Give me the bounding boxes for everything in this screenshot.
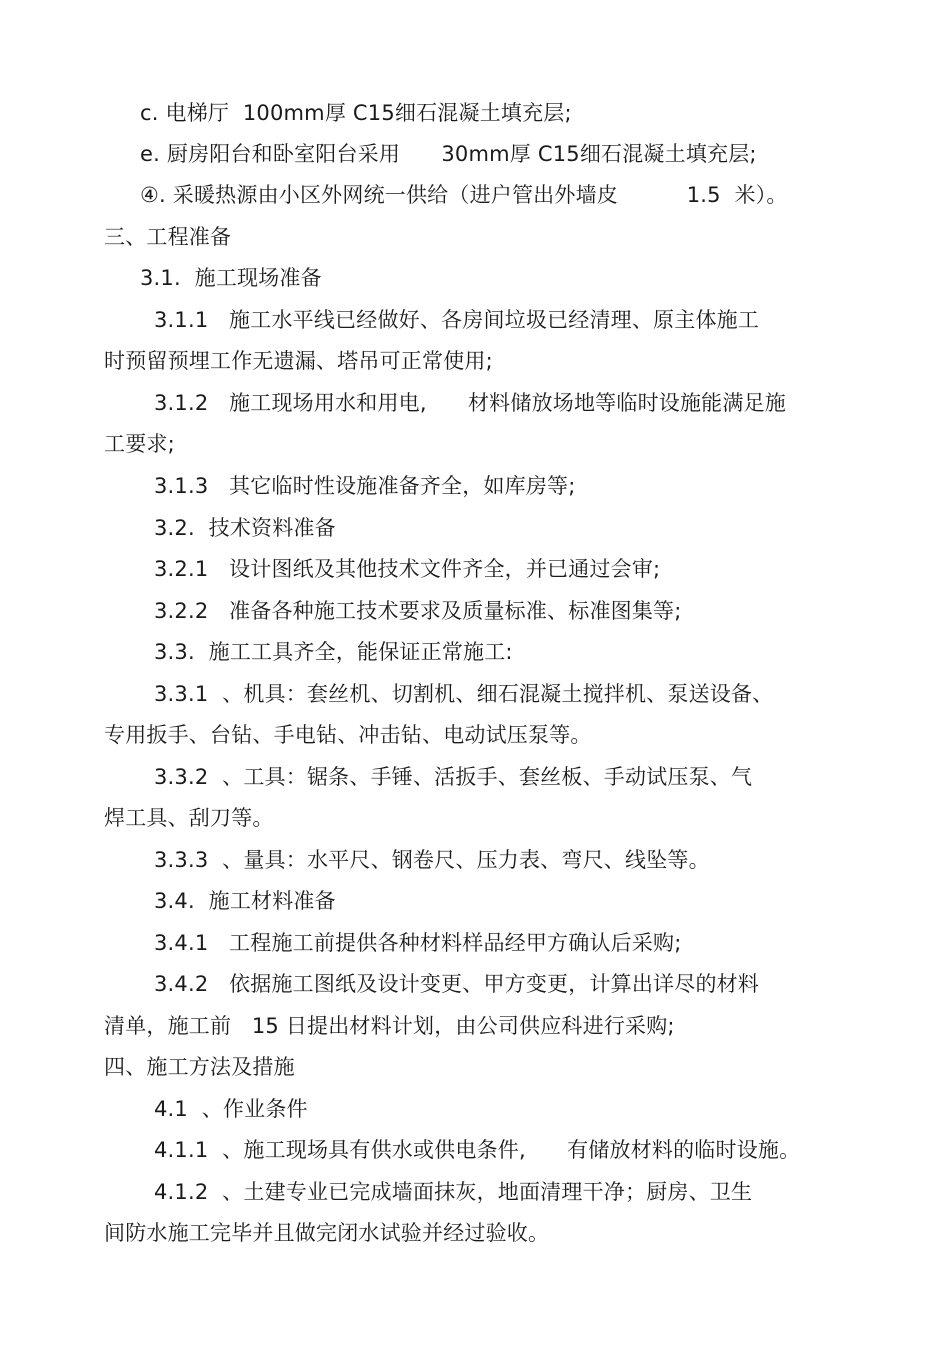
text-line: c. 电梯厅 100mm厚 C15细石混凝土填充层; (140, 101, 572, 125)
text-line: 3.1.3 其它临时性设施准备齐全，如库房等; (154, 474, 576, 498)
text-line: 3.1.2 施工现场用水和用电, 材料储放场地等临时设施能满足施 (154, 391, 786, 415)
text-line: 3.2.2 准备各种施工技术要求及质量标准、标准图集等; (154, 599, 682, 623)
text-line: 间防水施工完毕并且做完闭水试验并经过验收。 (104, 1221, 550, 1245)
text-line: 专用扳手、台钻、手电钻、冲击钻、电动试压泵等。 (104, 723, 592, 747)
subsection-heading: 3.3. 施工工具齐全，能保证正常施工: (154, 640, 513, 664)
text-line: 3.4.2 依据施工图纸及设计变更、甲方变更，计算出详尽的材料 (154, 972, 760, 996)
text-line: 4.1.2 、土建专业已完成墙面抹灰，地面清理干净；厨房、卫生 (154, 1180, 753, 1204)
subsection-heading: 3.1. 施工现场准备 (140, 266, 322, 290)
text-line: 3.1.1 施工水平线已经做好、各房间垃圾已经清理、原主体施工 (154, 308, 760, 332)
subsection-heading: 3.2. 技术资料准备 (154, 516, 336, 540)
text-line: 清单，施工前 15 日提出材料计划，由公司供应科进行采购; (104, 1014, 675, 1038)
section-heading: 四、施工方法及措施 (104, 1055, 295, 1079)
section-heading: 三、工程准备 (104, 225, 232, 249)
text-line: ④. 采暖热源由小区外网统一供给（进户管出外墙皮 1.5 米）。 (140, 183, 788, 207)
text-line: 3.4.1 工程施工前提供各种材料样品经甲方确认后采购; (154, 931, 682, 955)
text-line: 焊工具、刮刀等。 (104, 806, 274, 830)
text-line: 3.3.1 、机具：套丝机、切割机、细石混凝土搅拌机、泵送设备、 (154, 682, 774, 706)
text-line: 3.3.2 、工具：锯条、手锤、活扳手、套丝板、手动试压泵、气 (154, 765, 753, 789)
text-line: e. 厨房阳台和卧室阳台采用 30mm厚 C15细石混凝土填充层; (140, 142, 757, 166)
subsection-heading: 3.4. 施工材料准备 (154, 889, 336, 913)
text-line: 时预留预埋工作无遗漏、塔吊可正常使用; (104, 349, 493, 373)
text-line: 3.2.1 设计图纸及其他技术文件齐全，并已通过会审; (154, 557, 661, 581)
text-line: 工要求; (104, 432, 175, 456)
text-line: 3.3.3 、量具：水平尺、钢卷尺、压力表、弯尺、线坠等。 (154, 848, 710, 872)
subsection-heading: 4.1 、作业条件 (154, 1097, 308, 1121)
text-line: 4.1.1 、施工现场具有供水或供电条件, 有储放材料的临时设施。 (154, 1138, 801, 1162)
